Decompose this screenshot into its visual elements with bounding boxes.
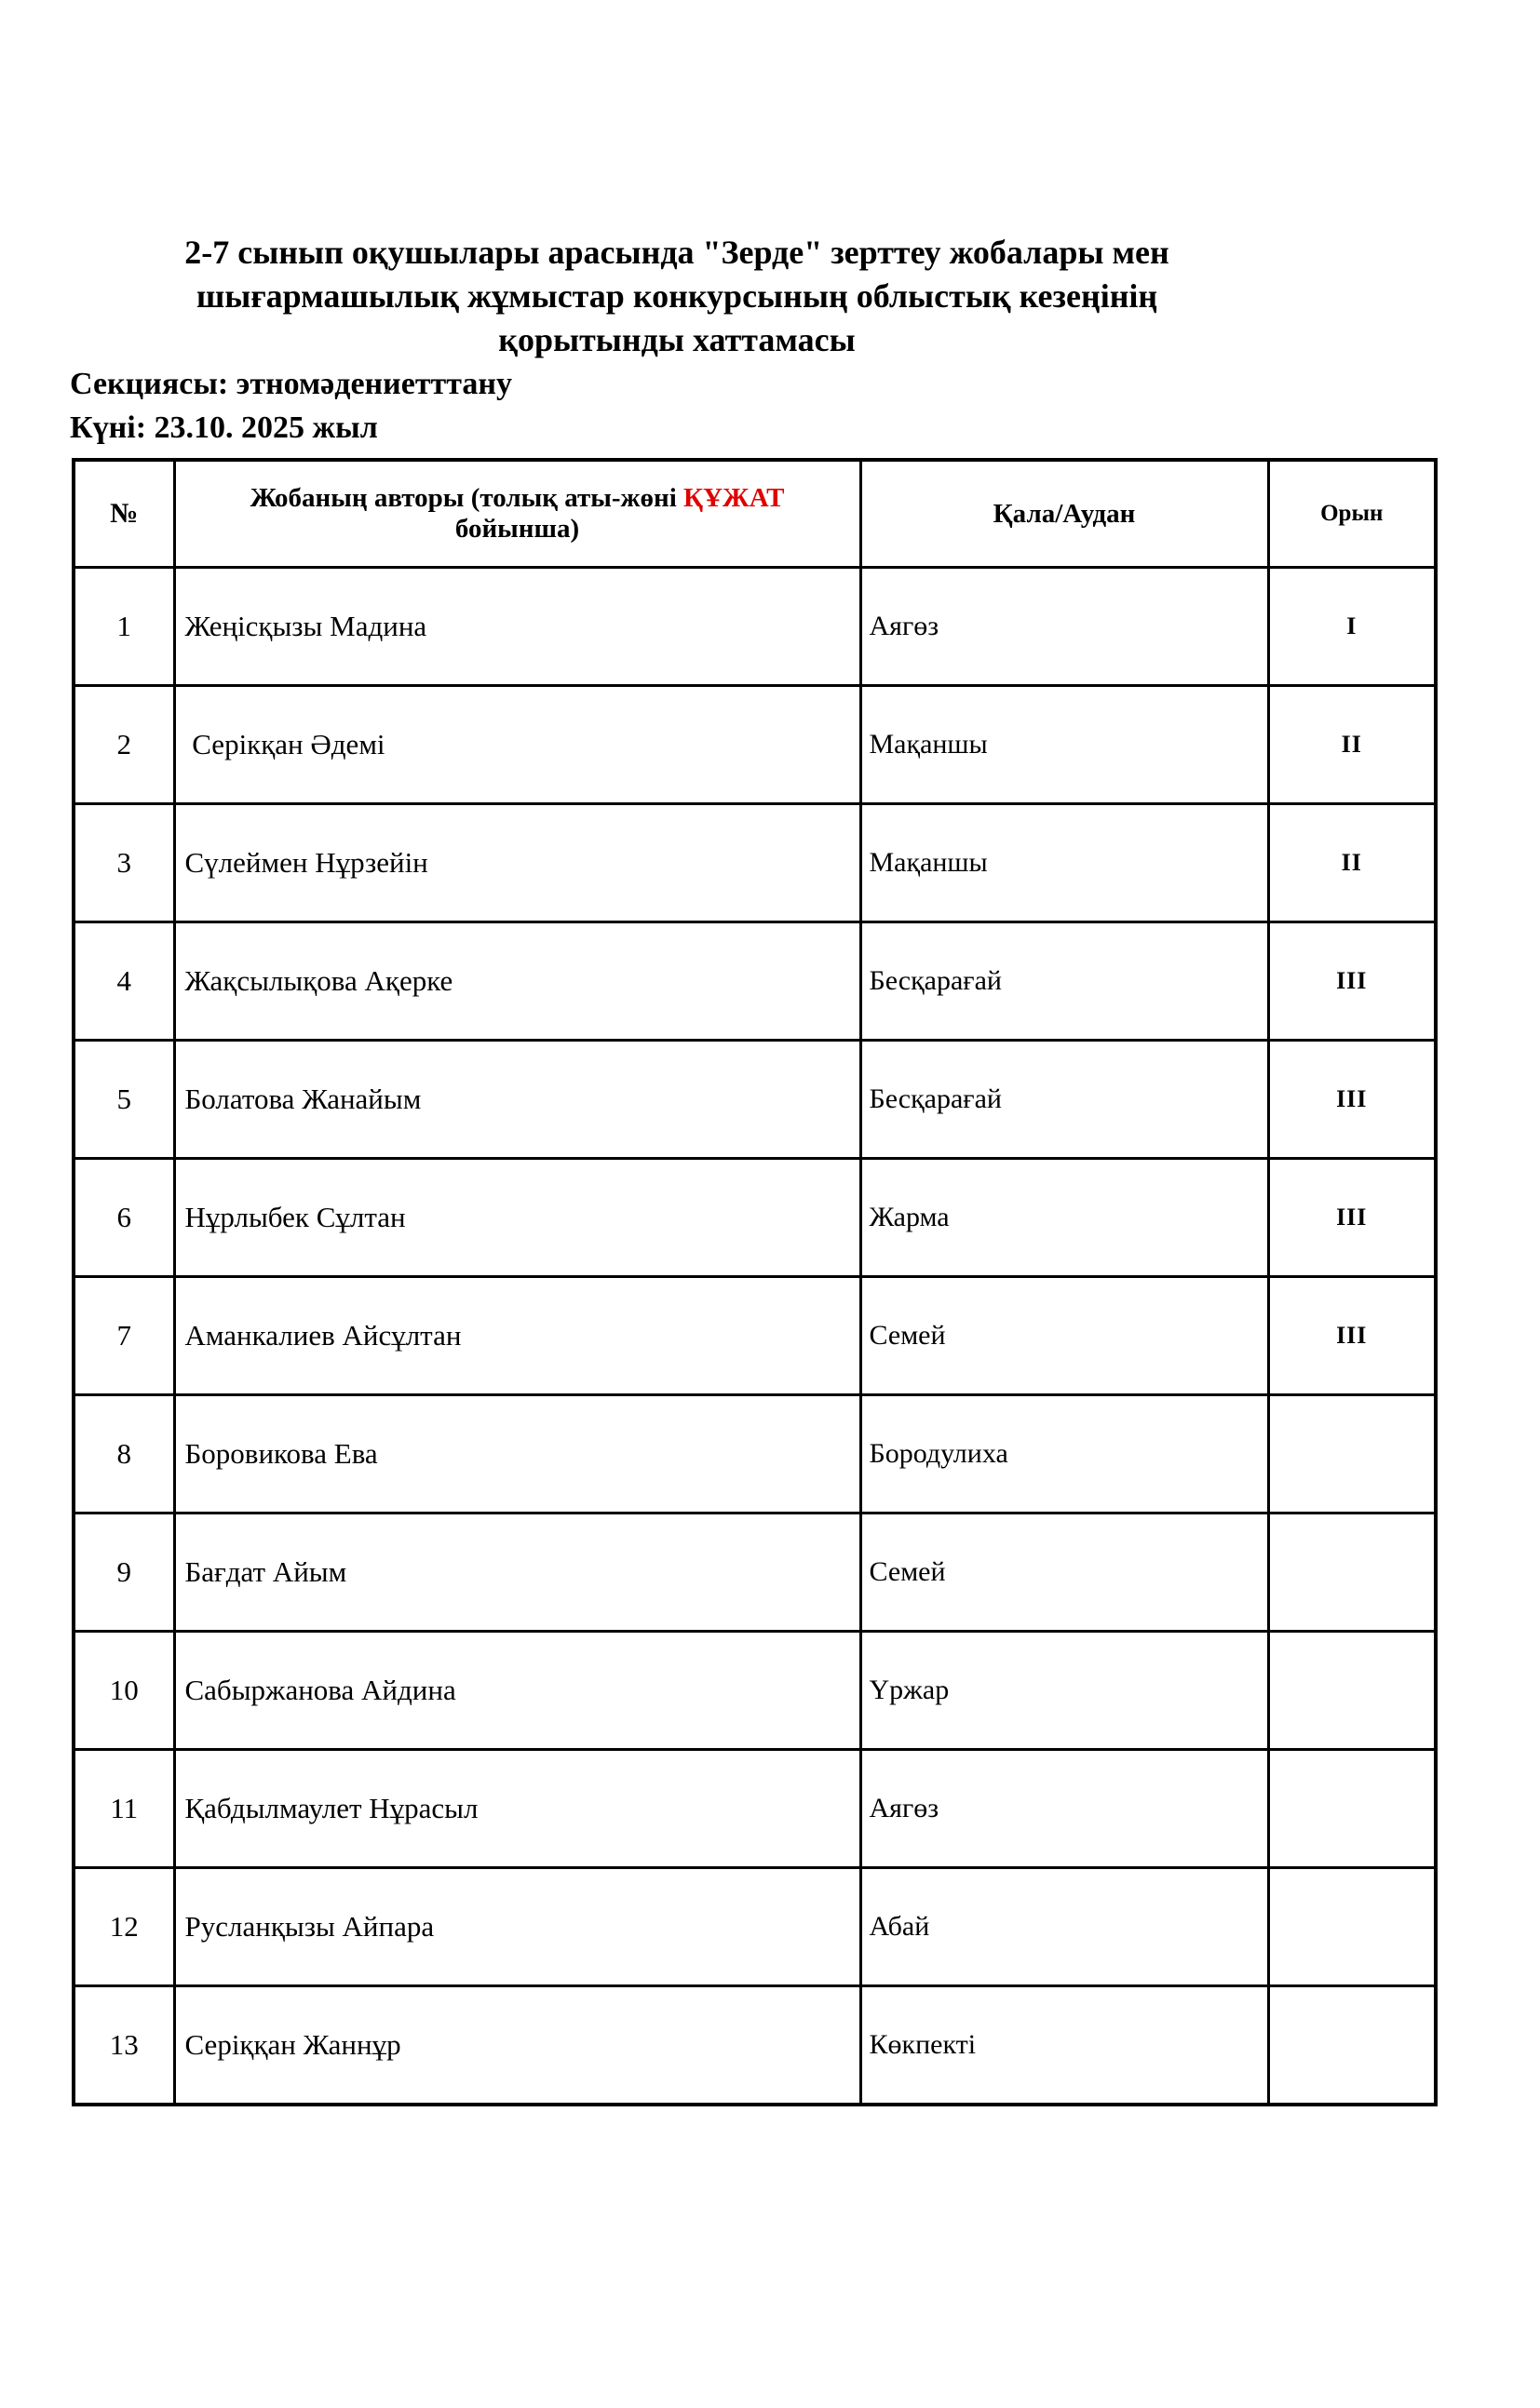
author-header-highlight: ҚҰЖАТ [683, 483, 785, 513]
author-name-cell: Русланқызы Айпара [174, 1868, 860, 1986]
table-row [74, 1041, 1436, 1159]
author-name-cell: Серіққан Жаннұр [174, 1986, 860, 2105]
author-header-suffix: бойынша) [454, 514, 580, 544]
author-name-cell: Сүлеймен Нұрзейін [174, 804, 860, 922]
date-line: Күні: 23.10. 2025 жыл [70, 410, 378, 445]
table-row [74, 1277, 1436, 1395]
author-name-cell: Бағдат Айым [174, 1513, 860, 1632]
place-cell: III [1268, 1041, 1436, 1159]
author-name-cell: Жақсылықова Ақерке [174, 922, 860, 1041]
results-table [72, 458, 1438, 2106]
document-title [72, 231, 1282, 362]
row-number-cell: 12 [74, 1868, 174, 1986]
place-cell [1268, 1632, 1436, 1750]
city-district-cell: Үржар [860, 1632, 1268, 1750]
table-row [74, 1868, 1436, 1986]
column-header-author [174, 460, 860, 568]
document-page [0, 231, 1540, 2408]
table-row [74, 1986, 1436, 2105]
table-row [74, 804, 1436, 922]
title-line-1: 2-7 сынып оқушылары арасында "Зерде" зерттеу жобалары мен [184, 234, 1169, 271]
row-number-cell: 4 [74, 922, 174, 1041]
table-row [74, 1395, 1436, 1513]
city-district-cell: Мақаншы [860, 804, 1268, 922]
table-row [74, 686, 1436, 804]
section-line: Секциясы: этномәдениетттану [70, 367, 512, 401]
place-cell [1268, 1750, 1436, 1868]
place-cell [1268, 1868, 1436, 1986]
place-cell: II [1268, 686, 1436, 804]
table-row [74, 1632, 1436, 1750]
author-name-cell: Серікқан Әдемі [174, 686, 860, 804]
table-row [74, 1750, 1436, 1868]
table-body [74, 568, 1436, 2105]
author-name-cell: Қабдылмаулет Нұрасыл [174, 1750, 860, 1868]
row-number-cell: 13 [74, 1986, 174, 2105]
row-number-cell: 10 [74, 1632, 174, 1750]
city-district-cell: Жарма [860, 1159, 1268, 1277]
author-name-cell: Нұрлыбек Сұлтан [174, 1159, 860, 1277]
city-district-cell: Семей [860, 1277, 1268, 1395]
place-cell [1268, 1513, 1436, 1632]
place-cell [1268, 1395, 1436, 1513]
column-header-number: № [74, 460, 174, 568]
author-name-cell: Жеңісқызы Мадина [174, 568, 860, 686]
city-district-cell: Бесқарағай [860, 1041, 1268, 1159]
author-name-cell: Болатова Жанайым [174, 1041, 860, 1159]
city-district-cell: Бесқарағай [860, 922, 1268, 1041]
city-district-cell: Аягөз [860, 568, 1268, 686]
city-district-cell: Көкпекті [860, 1986, 1268, 2105]
row-number-cell: 3 [74, 804, 174, 922]
table-row [74, 922, 1436, 1041]
place-cell: II [1268, 804, 1436, 922]
place-cell: III [1268, 922, 1436, 1041]
place-cell: III [1268, 1159, 1436, 1277]
place-cell: I [1268, 568, 1436, 686]
city-district-cell: Абай [860, 1868, 1268, 1986]
table-header-row [74, 460, 1436, 568]
title-line-2: шығармашылық жұмыстар конкурсының облыстық кезеңінің [196, 277, 1158, 315]
author-name-cell: Сабыржанова Айдина [174, 1632, 860, 1750]
row-number-cell: 7 [74, 1277, 174, 1395]
row-number-cell: 5 [74, 1041, 174, 1159]
city-district-cell: Аягөз [860, 1750, 1268, 1868]
author-name-cell: Боровикова Ева [174, 1395, 860, 1513]
author-name-cell: Аманкалиев Айсұлтан [174, 1277, 860, 1395]
column-header-place: Орын [1268, 460, 1436, 568]
row-number-cell: 6 [74, 1159, 174, 1277]
row-number-cell: 2 [74, 686, 174, 804]
table-row [74, 1159, 1436, 1277]
author-header-prefix: Жобаның авторы (толық аты-жөні [250, 483, 684, 513]
table-row [74, 568, 1436, 686]
city-district-cell: Семей [860, 1513, 1268, 1632]
column-header-city: Қала/Аудан [860, 460, 1268, 568]
table-row [74, 1513, 1436, 1632]
row-number-cell: 1 [74, 568, 174, 686]
place-cell [1268, 1986, 1436, 2105]
city-district-cell: Мақаншы [860, 686, 1268, 804]
row-number-cell: 9 [74, 1513, 174, 1632]
title-line-3: қорытынды хаттамасы [498, 321, 856, 358]
row-number-cell: 8 [74, 1395, 174, 1513]
place-cell: III [1268, 1277, 1436, 1395]
row-number-cell: 11 [74, 1750, 174, 1868]
city-district-cell: Бородулиха [860, 1395, 1268, 1513]
